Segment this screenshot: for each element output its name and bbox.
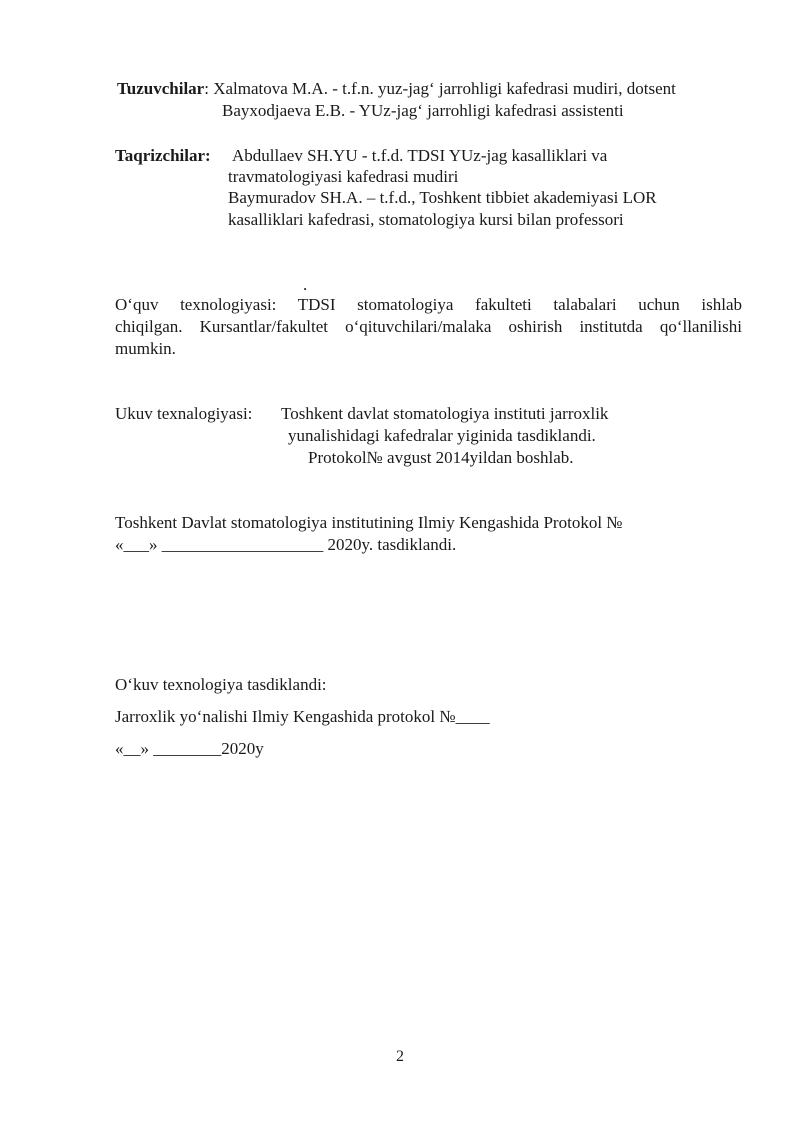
council-line-1: Toshkent Davlat stomatologiya institutining Ilmiy Kengashida Protokol № [115,513,623,532]
page-number: 2 [396,1048,404,1065]
approval-line-1: O‘kuv texnologiya tasdiklandi: [115,675,327,694]
study-tech-line-2: chiqilgan. Kursantlar/fakultet o‘qituvchilari/malaka oshirish institutda qo‘llanilishi [115,317,742,336]
reviewers-line-1: Abdullaev SH.YU - t.f.d. TDSI YUz-jag kasalliklari va [232,146,608,165]
reviewers-line-2: travmatologiyasi kafedrasi mudiri [228,167,459,186]
reviewers-line-3: Baymuradov SH.A. – t.f.d., Toshkent tibbiet akademiyasi LOR [228,188,657,207]
separator-dot: . [303,275,308,294]
approval-line-3: «__» ________2020y [115,739,264,758]
authors-line-1 [117,78,676,100]
reviewers-line-4: kasalliklari kafedrasi, stomatologiya kursi bilan professori [228,210,624,229]
authors-colon: : [204,79,209,98]
study-tech-line-1: O‘quv texnologiyasi: TDSI stomatologiya fakulteti talabalari uchun ishlab [115,295,742,314]
ukuv-line-3: Protokol№ avgust 2014yildan boshlab. [308,448,574,467]
ukuv-line-2: yunalishidagi kafedralar yiginida tasdiklandi. [288,426,596,445]
ukuv-line-1: Toshkent davlat stomatologiya instituti jarroxlik [281,404,609,423]
reviewers-heading: Taqrizchilar: [115,146,211,165]
council-line-2: «___» ___________________ 2020y. tasdiklandi. [115,535,457,554]
ukuv-label: Ukuv texnalogiyasi: [115,404,253,423]
study-tech-line-3: mumkin. [115,339,176,358]
authors-line-2: Bayxodjaeva E.B. - YUz-jag‘ jarrohligi kafedrasi assistenti [222,101,624,120]
authors-heading: Tuzuvchilar [117,79,205,98]
authors-text-1: Xalmatova M.A. - t.f.n. yuz-jag‘ jarrohligi kafedrasi mudiri, dotsent [208,79,676,98]
approval-line-2: Jarroxlik yo‘nalishi Ilmiy Kengashida protokol №____ [115,707,490,726]
